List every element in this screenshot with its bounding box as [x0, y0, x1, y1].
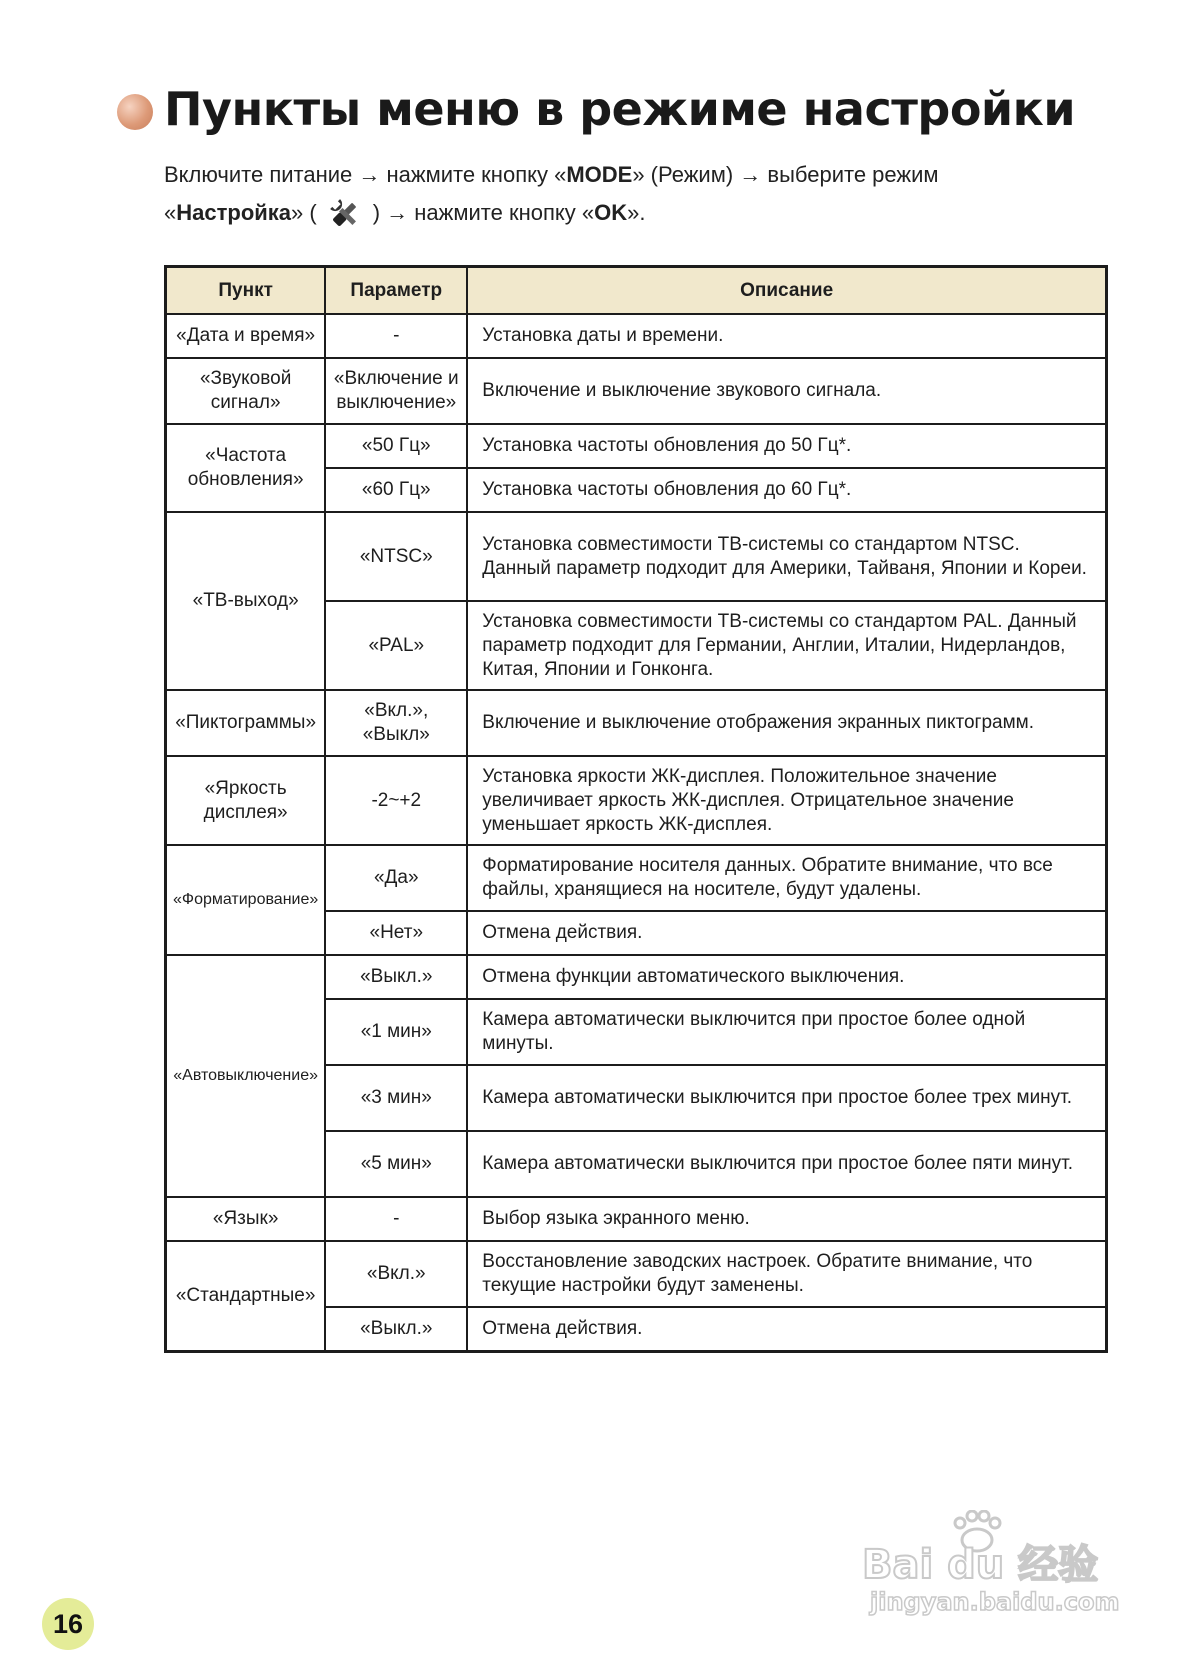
page-number: 16	[42, 1598, 94, 1650]
row-desc: Форматирование носителя данных. Обратите внимание, что все файлы, хранящиеся на носителе, будут удалены.	[467, 845, 1106, 911]
setup-mode-label: Настройка	[176, 200, 292, 225]
table-header-row	[166, 267, 1107, 315]
row-desc: Камера автоматически выключится при простое более пяти минут.	[467, 1131, 1106, 1197]
instructions	[164, 156, 939, 232]
watermark-url: jingyan.baidu.com	[870, 1588, 1120, 1616]
table-row	[166, 845, 1107, 911]
row-item: «Яркость дисплея»	[166, 756, 326, 845]
row-desc: Выбор языка экранного меню.	[467, 1197, 1106, 1241]
row-param: «Нет»	[325, 911, 467, 955]
mode-button-label: MODE	[566, 162, 633, 187]
table-row	[166, 358, 1107, 424]
row-param: «Выкл.»	[325, 955, 467, 999]
row-item: «Стандартные»	[166, 1241, 326, 1351]
row-param: «Выкл.»	[325, 1307, 467, 1351]
row-item: «Частота обновления»	[166, 424, 326, 512]
table-row	[166, 512, 1107, 601]
row-item: «Язык»	[166, 1197, 326, 1241]
header-desc: Описание	[467, 267, 1106, 315]
row-param: «3 мин»	[325, 1065, 467, 1131]
watermark-brand: Bai du 经验	[862, 1542, 1099, 1588]
row-param: -2~+2	[325, 756, 467, 845]
row-item: «Дата и время»	[166, 314, 326, 358]
row-param: -	[325, 1197, 467, 1241]
row-desc: Восстановление заводских настроек. Обратите внимание, что текущие настройки будут заменены.	[467, 1241, 1106, 1307]
table-row	[166, 424, 1107, 468]
row-desc: Установка даты и времени.	[467, 314, 1106, 358]
table-row	[166, 1197, 1107, 1241]
row-desc: Включение и выключение звукового сигнала.	[467, 358, 1106, 424]
row-desc: Установка частоты обновления до 50 Гц*.	[467, 424, 1106, 468]
row-desc: Отмена действия.	[467, 1307, 1106, 1351]
table-row	[166, 756, 1107, 845]
row-desc: Камера автоматически выключится при простое более трех минут.	[467, 1065, 1106, 1131]
row-param: «Вкл.»	[325, 1241, 467, 1307]
instruction-line-2: «Настройка» ( ) → нажмите кнопку «OK».	[164, 194, 939, 232]
row-desc: Установка яркости ЖК-дисплея. Положительное значение увеличивает яркость ЖК-дисплея. Отрицательное значение уменьшает яркость ЖК-дисплея.	[467, 756, 1106, 845]
row-item: «ТВ-выход»	[166, 512, 326, 690]
row-param: «60 Гц»	[325, 468, 467, 512]
row-item: «Автовыключение»	[166, 955, 326, 1197]
row-param: «PAL»	[325, 601, 467, 690]
row-item: «Звуковой сигнал»	[166, 358, 326, 424]
row-item: «Пиктограммы»	[166, 690, 326, 756]
row-desc: Установка совместимости ТВ-системы со стандартом NTSC. Данный параметр подходит для Америки, Тайваня, Японии и Кореи.	[467, 512, 1106, 601]
baidu-watermark	[860, 1510, 1145, 1620]
row-desc: Установка частоты обновления до 60 Гц*.	[467, 468, 1106, 512]
table-row	[166, 1241, 1107, 1307]
wrench-screwdriver-icon	[323, 199, 367, 229]
table-row	[166, 690, 1107, 756]
page-title: Пункты меню в режиме настройки	[164, 82, 1076, 136]
ok-button-label: OK	[594, 200, 628, 225]
title-bullet	[117, 94, 153, 130]
row-param: «NTSC»	[325, 512, 467, 601]
row-item: «Форматирование»	[166, 845, 326, 955]
row-param: «Да»	[325, 845, 467, 911]
header-param: Параметр	[325, 267, 467, 315]
row-param: «1 мин»	[325, 999, 467, 1065]
row-desc: Установка совместимости ТВ-системы со стандартом PAL. Данный параметр подходит для Германии, Англии, Италии, Нидерландов, Китая, Японии и Гонконга.	[467, 601, 1106, 690]
table-row	[166, 314, 1107, 358]
header-item: Пункт	[166, 267, 326, 315]
setup-menu-table	[164, 265, 1108, 1353]
row-param: -	[325, 314, 467, 358]
row-param: «Вкл.», «Выкл»	[325, 690, 467, 756]
row-param: «5 мин»	[325, 1131, 467, 1197]
table-row	[166, 955, 1107, 999]
row-desc: Отмена функции автоматического выключения.	[467, 955, 1106, 999]
row-desc: Включение и выключение отображения экранных пиктограмм.	[467, 690, 1106, 756]
instruction-line-1: Включите питание → нажмите кнопку «MODE» (Режим) → выберите режим	[164, 162, 939, 187]
row-desc: Отмена действия.	[467, 911, 1106, 955]
row-desc: Камера автоматически выключится при простое более одной минуты.	[467, 999, 1106, 1065]
row-param: «50 Гц»	[325, 424, 467, 468]
row-param: «Включение и выключение»	[325, 358, 467, 424]
